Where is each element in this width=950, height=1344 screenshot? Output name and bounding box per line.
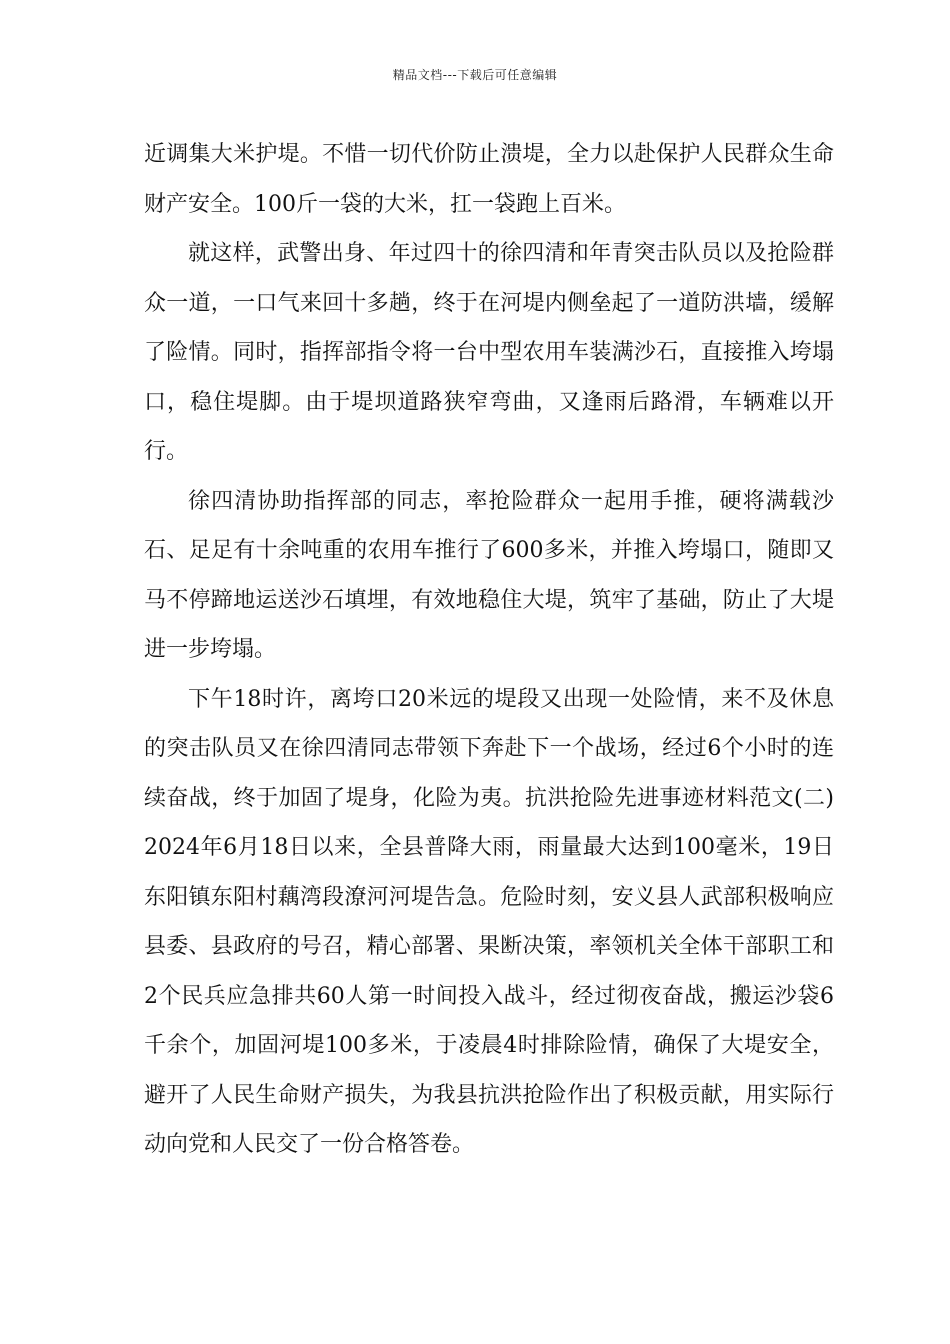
paragraph-2: 就这样，武警出身、年过四十的徐四清和年青突击队员以及抢险群众一道，一口气来回十多趟，终于在河堤内侧垒起了一道防洪墙，缓解了险情。同时，指挥部指令将一台中型农用车装满沙石，直接推入垮塌口，稳住堤脚。由于堤坝道路狭窄弯曲，又逢雨后路滑，车辆难以开行。 bbox=[144, 241, 834, 464]
paragraph-4: 下午18时许，离垮口20米远的堤段又出现一处险情，来不及休息的突击队员又在徐四清同志带领下奔赴下一个战场，经过6个小时的连续奋战，终于加固了堤身，化险为夷。抗洪抢险先进事迹材料范文(二) 2024年6月18日以来，全县普降大雨，雨量最大达到100毫米，19日东阳镇东阳村藕湾段潦河河堤告急。危险时刻，安义县人武部积极响应县委、县政府的号召，精心部署、果断决策，率领机关全体干部职工和2个民兵应急排共60人第一时间投入战斗，经过彻夜奋战，搬运沙袋6千余个，加固河堤100多米，于凌晨4时排除险情，确保了大堤安全，避开了人民生命财产损失，为我县抗洪抢险作出了积极贡献，用实际行动向党和人民交了一份合格答卷。 bbox=[144, 686, 879, 1157]
document-body bbox=[144, 130, 879, 1170]
paragraph-3: 徐四清协助指挥部的同志，率抢险群众一起用手推，硬将满载沙石、足足有十余吨重的农用车推行了600多米，并推入垮塌口，随即又马不停蹄地运送沙石填埋，有效地稳住大堤，筑牢了基础，防止了大堤进一步垮塌。 bbox=[144, 488, 834, 662]
page-header: 精品文档---下载后可任意编辑 bbox=[392, 68, 558, 82]
paragraph-1: 近调集大米护堤。不惜一切代价防止溃堤，全力以赴保护人民群众生命财产安全。100斤一袋的大米，扛一袋跑上百米。 bbox=[144, 142, 834, 217]
